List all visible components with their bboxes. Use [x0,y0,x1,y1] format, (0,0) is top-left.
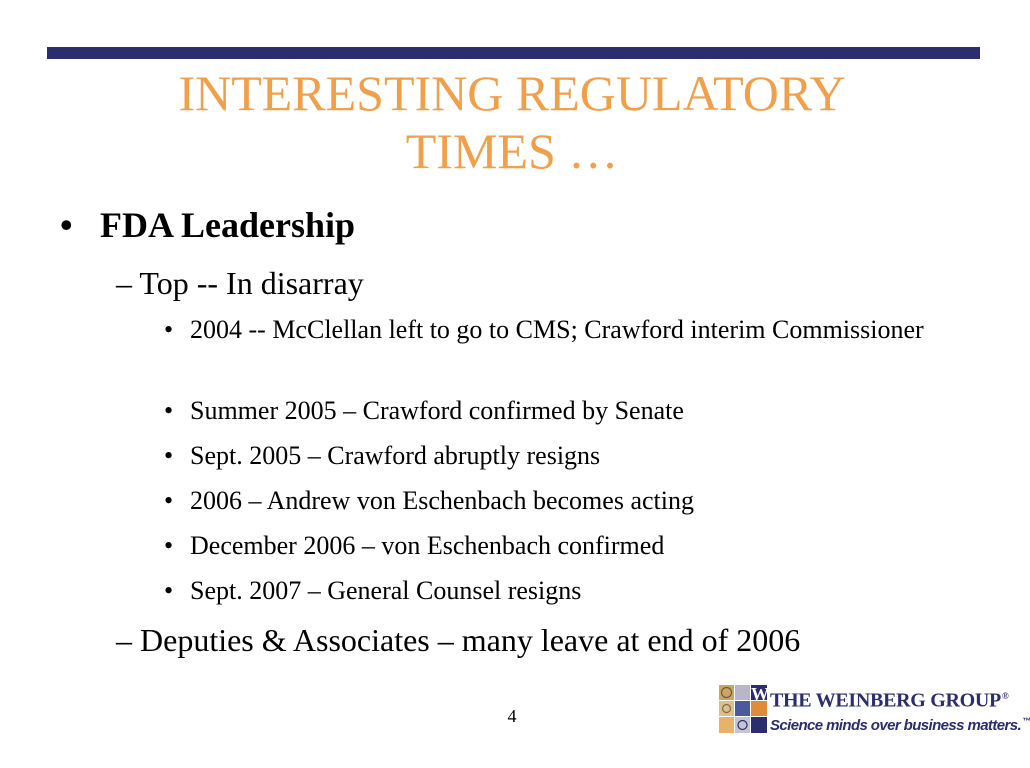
list-item [164,394,944,428]
list-item-marker: • [164,396,174,425]
list-item [164,529,944,563]
logo-mark-letter: W [751,684,769,704]
list-item-marker: • [164,486,174,515]
list-item-marker: • [164,576,174,605]
list-item-text: 2004 -- McClellan left to go to CMS; Crawford interim Commissioner [190,315,924,344]
logo-tagline [770,710,1030,737]
logo-company-name-text: THE WEINBERG GROUP [770,689,1001,712]
list-item-text: December 2006 – von Eschenbach confirmed [190,531,665,560]
logo-company-name [770,684,1008,713]
list-item-text: Sept. 2005 – Crawford abruptly resigns [190,441,601,470]
list-item-text: Summer 2005 – Crawford confirmed by Senate [190,396,684,425]
bullet-fda-leadership [60,202,355,248]
trademark-mark: ™ [1022,716,1030,726]
page-number: 4 [507,706,517,726]
registered-mark: ® [1001,691,1009,701]
list-item-text: 2006 – Andrew von Eschenbach becomes acting [190,486,694,515]
sub-bullet-deputies: – Deputies & Associates – many leave at end of 2006 [116,622,801,658]
list-item-marker: • [164,441,174,470]
logo-tagline-text: Science minds over business matters. [770,717,1022,734]
bullet-fda-leadership-text: FDA Leadership [100,205,356,245]
bullet-marker: • [60,205,73,245]
list-item [164,439,944,473]
sub-bullet-top: – Top -- In disarray [116,265,364,301]
list-item [164,574,944,608]
list-item-text: Sept. 2007 – General Counsel resigns [190,576,582,605]
list-item [164,313,944,347]
list-item-marker: • [164,531,174,560]
slide-title-line-1: INTERESTING REGULATORY [178,65,846,121]
weinberg-logo-icon [718,684,768,734]
company-logo [718,684,1030,738]
slide-title [0,64,1024,180]
list-item [164,484,944,518]
list-item-marker: • [164,315,174,344]
header-rule [47,47,980,59]
slide-title-line-2: TIMES … [405,123,619,179]
